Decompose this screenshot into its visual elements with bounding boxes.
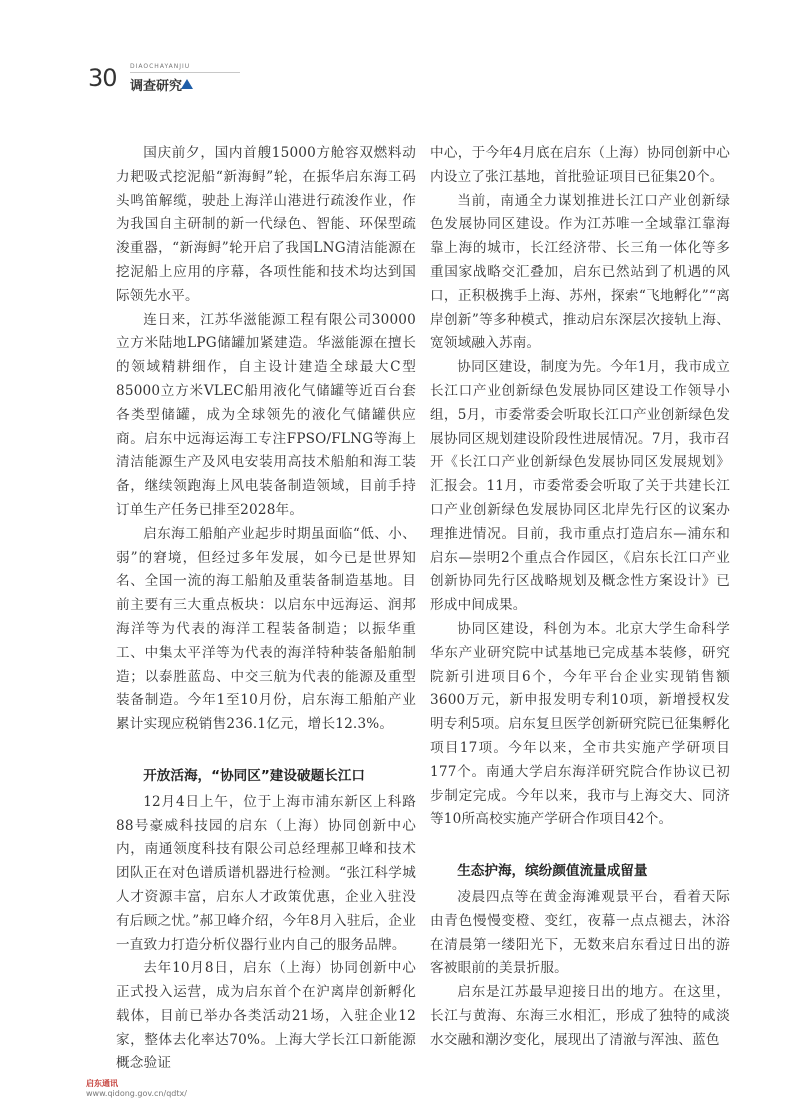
section-heading: 开放活海，“协同区”建设破题长江口 <box>143 767 365 784</box>
body-paragraph: 12月4日上午，位于上海市浦东新区上科路88号豪威科技园的启东（上海）协同创新中心内，南通领度科技有限公司总经理郝卫峰和技术团队正在对色谱质谱机器进行检测。“张江科学城人才资源丰富，启东人才政策优惠，企业入驻没有后顾之忧。”郝卫峰介绍，今年8月入驻后，企业一直致力打造分析仪器行业内自己的服务品牌。 <box>116 793 416 953</box>
body-paragraph: 国庆前夕，国内首艘15000方舱容双燃料动力耙吸式挖泥船“新海鲟”轮，在振华启东海工码头鸣笛解缆，驶赴上海洋山港进行疏浚作业，作为我国自主研制的新一代绿色、智能、环保型疏浚重器，“新海鲟”轮开启了我国LNG清洁能源在挖泥船上应用的序幕，各项性能和技术均达到国际领先水平。 <box>116 145 416 304</box>
section-title: 调查研究 <box>130 79 183 94</box>
body-paragraph: 凌晨四点等在黄金海滩观景平台，看着天际由青色慢慢变橙、变红，夜幕一点点褪去，沐浴在清晨第一缕阳光下，无数来启东看过日出的游客被眼前的美景折服。 <box>430 888 730 977</box>
body-paragraph: 中心，于今年4月底在启东（上海）协同创新中心内设立了张江基地，首批验证项目已征集20个。 <box>430 145 730 185</box>
body-paragraph: 协同区建设，制度为先。今年1月，我市成立长江口产业创新绿色发展协同区建设工作领导小组，5月，市委常委会听取长江口产业创新绿色发展协同区规划建设阶段性进展情况。7月，我市召开《长江口产业创新绿色发展协同区发展规划》汇报会。11月，市委常委会听取了关于共建长江口产业创新绿色发展协同区北岸先行区的议案办理推进情况。目前，我市重点打造启东—浦东和启东—崇明2个重点合作园区，《启东长江口产业创新协同先行区战略规划及概念性方案设计》已形成中间成果。 <box>430 359 730 614</box>
footer-brand: 启东通讯 <box>86 1079 118 1088</box>
body-paragraph: 当前，南通全力谋划推进长江口产业创新绿色发展协同区建设。作为江苏唯一全域靠江靠海靠上海的城市，长江经济带、长三角一体化等多重国家战略交汇叠加，启东已然站到了机遇的风口，正积极携手上海、苏州，探索“飞地孵化”“离岸创新”等多种模式，推动启东深层次接轨上海、宽领域融入苏南。 <box>430 192 730 352</box>
body-paragraph: 启东是江苏最早迎接日出的地方。在这里，长江与黄海、东海三水相汇，形成了独特的咸淡水交融和潮汐变化，展现出了清澈与浑浊、蓝色 <box>430 984 730 1048</box>
left-column <box>116 142 416 1076</box>
body-paragraph: 启东海工船舶产业起步时期虽面临“低、小、弱”的窘境，但经过多年发展，如今已是世界知名、全国一流的海工船舶及重装备制造基地。目前主要有三大重点板块：以启东中远海运、润邦海洋等为代表的海洋工程装备制造；以振华重工、中集太平洋等为代表的海洋特种装备船舶制造；以泰胜蓝岛、中交三航为代表的能源及重型装备制造。今年1至10月份，启东海工船舶产业累计实现应税销售236.1亿元，增长12.3%。 <box>116 525 416 733</box>
footer-url[interactable]: www.qidong.gov.cn/qdtx/ <box>86 1089 187 1098</box>
body-paragraph: 连日来，江苏华滋能源工程有限公司30000立方米陆地LPG储罐加紧建造。华滋能源在擅长的领域精耕细作，自主设计建造全球最大C型85000立方米VLEC船用液化气储罐等近百台套各类型储罐，成为全球领先的液化气储罐供应商。启东中远海运海工专注FPSO/FLNG等海上清洁能源生产及风电安装用高技术船舶和海工装备，继续领跑海上风电装备制造领域，目前手持订单生产任务已排至2028年。 <box>116 311 416 518</box>
header-divider <box>130 72 240 73</box>
page-header <box>88 62 288 98</box>
section-pinyin: DIAOCHAYANJIU <box>130 63 191 70</box>
page-footer <box>86 1078 187 1098</box>
section-heading: 生态护海，缤纷颜值流量成留量 <box>457 863 648 880</box>
triangle-icon <box>181 79 193 89</box>
body-paragraph: 去年10月8日，启东（上海）协同创新中心正式投入运营，成为启东首个在沪离岸创新孵化载体，目前已举办各类活动21场，入驻企业12家，整体去化率达70%。上海大学长江口新能源概念验证 <box>116 960 416 1072</box>
page-number: 30 <box>88 64 117 92</box>
body-paragraph: 协同区建设，科创为本。北京大学生命科学华东产业研究院中试基地已完成基本装修，研究院新引进项目6个，今年平台企业实现销售额3600万元，新申报发明专利10项，新增授权发明专利5项。启东复旦医学创新研究院已征集孵化项目17项。今年以来，全市共实施产学研项目177个。南通大学启东海洋研究院合作协议已初步制定完成。今年以来，我市与上海交大、同济等10所高校实施产学研合作项目42个。 <box>430 620 730 828</box>
right-column <box>430 142 730 1052</box>
